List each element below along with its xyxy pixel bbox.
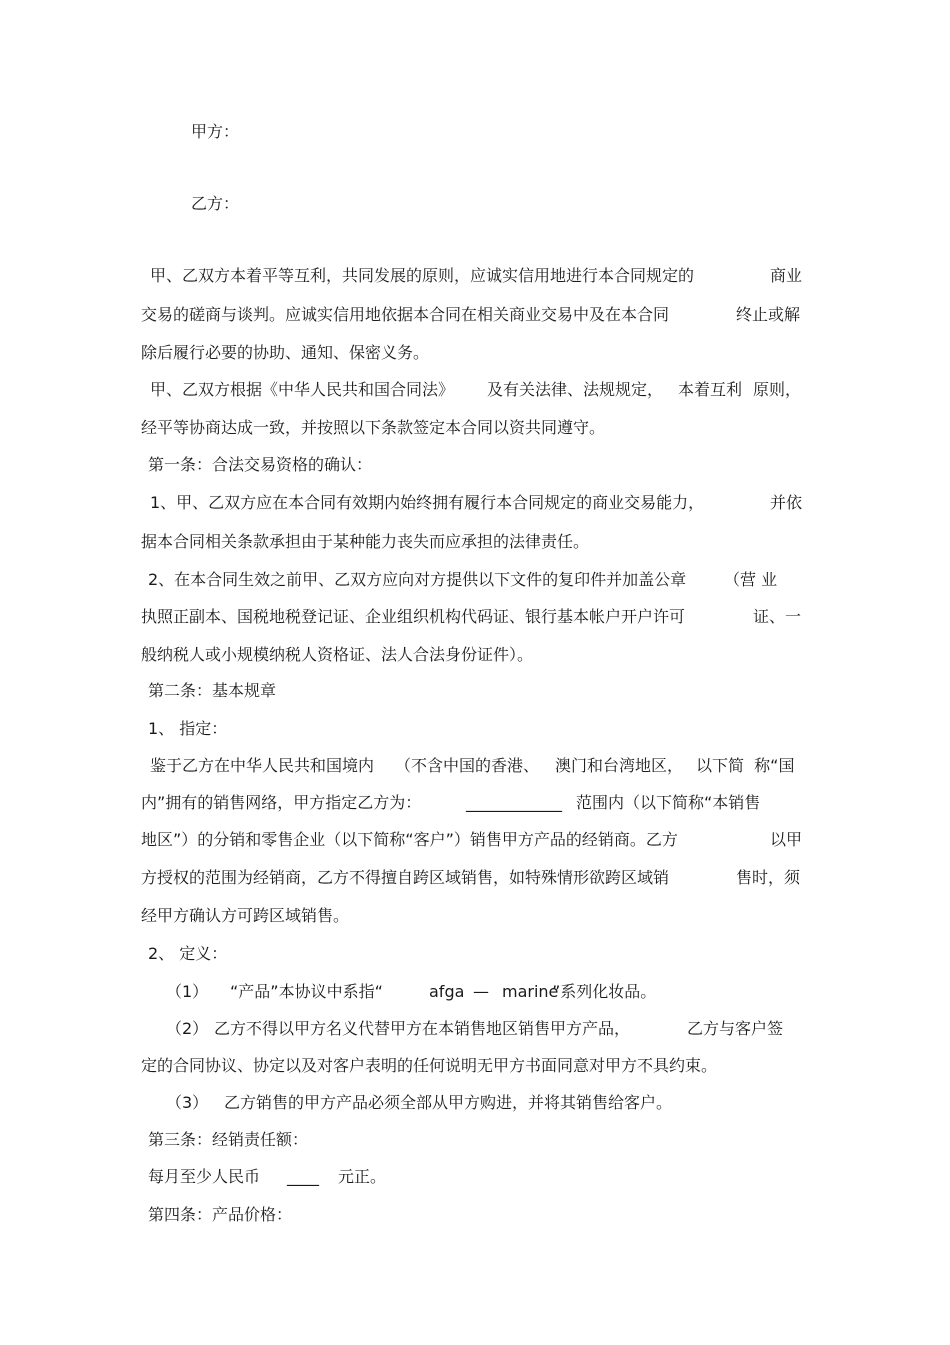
article-1-text: 执照正副本、国税地税登记证、企业组织机构代码证、银行基本帐户开户许可	[141, 607, 686, 626]
preamble-text: 终止或解	[736, 305, 801, 324]
article-2-text: 以甲	[770, 830, 803, 849]
preamble-text: 及有关法律、法规规定，	[487, 380, 664, 399]
definition-text: ”系列化妆品。	[552, 982, 657, 1001]
article-2-text: 售时，须	[736, 868, 801, 887]
article-2-text: 范围内（以下简称“本销售	[576, 793, 761, 812]
article-2-text: 以下简 称“国	[696, 756, 795, 775]
party-a-label: 甲方：	[191, 122, 240, 141]
article-1-text: 据本合同相关条款承担由于某种能力丧失而应承担的法律责任。	[141, 532, 590, 551]
definition-number: （1）	[166, 982, 209, 1001]
definition-text: 乙方与客户签	[687, 1019, 784, 1038]
article-1-text: 1、甲、乙双方应在本合同有效期内始终拥有履行本合同规定的商业交易能力，	[150, 493, 705, 512]
article-1-text: 2、在本合同生效之前甲、乙双方应向对方提供以下文件的复印件并加盖公章	[148, 570, 687, 589]
definition-number: （2）	[166, 1019, 209, 1038]
article-2-text: 内”拥有的销售网络，甲方指定乙方为：	[141, 793, 422, 812]
article-4-title: 第四条：产品价格：	[148, 1205, 293, 1224]
party-b-label: 乙方：	[191, 194, 240, 213]
article-1-text: （营 业	[724, 570, 778, 589]
article-2-text: 地区”）的分销和零售企业（以下简称“客户”）销售甲方产品的经销商。乙方	[141, 830, 678, 849]
preamble-text: 经平等协商达成一致，并按照以下条款签定本合同以资共同遵守。	[141, 418, 606, 437]
preamble-text: 原则，	[753, 380, 802, 399]
article-3-text: 每月至少人民币	[148, 1167, 261, 1186]
definition-text: marine	[502, 982, 559, 1001]
definition-text: —	[473, 982, 489, 1001]
definition-text: 乙方销售的甲方产品必须全部从甲方购进，并将其销售给客户。	[224, 1093, 673, 1112]
article-2-title: 第二条：基本规章	[148, 681, 277, 700]
blank-region-field: ____________	[466, 793, 562, 812]
article-2-subtitle: 2、 定义：	[148, 944, 228, 963]
definition-text: 定的合同协议、协定以及对客户表明的任何说明无甲方书面同意对甲方不具约束。	[141, 1056, 718, 1075]
article-2-text: 鉴于乙方在中华人民共和国境内	[150, 756, 375, 775]
article-3-text: 元正。	[338, 1167, 387, 1186]
article-2-text: 澳门和台湾地区，	[555, 756, 684, 775]
preamble-text: 除后履行必要的协助、通知、保密义务。	[141, 343, 430, 362]
article-1-text: 证、一	[753, 607, 802, 626]
article-1-text: 般纳税人或小规模纳税人资格证、法人合法身份证件）。	[141, 645, 534, 664]
article-2-subtitle: 1、 指定：	[148, 719, 228, 738]
blank-amount-field: ____	[287, 1167, 319, 1186]
preamble-text: 甲、乙双方根据《中华人民共和国合同法》	[150, 380, 455, 399]
article-2-text: 方授权的范围为经销商，乙方不得擅自跨区域销售，如特殊情形欲跨区域销	[141, 868, 670, 887]
article-2-text: 经甲方确认方可跨区域销售。	[141, 906, 350, 925]
preamble-text: 本着互利	[678, 380, 743, 399]
definition-text: afga	[429, 982, 465, 1001]
definition-text: 乙方不得以甲方名义代替甲方在本销售地区销售甲方产品，	[214, 1019, 631, 1038]
article-1-text: 并依	[770, 493, 803, 512]
article-2-text: （不含中国的香港、	[395, 756, 540, 775]
preamble-text: 交易的磋商与谈判。应诚实信用地依据本合同在相关商业交易中及在本合同	[141, 305, 670, 324]
article-3-title: 第三条：经销责任额：	[148, 1130, 309, 1149]
definition-number: （3）	[166, 1093, 209, 1112]
definition-text: “产品”本协议中系指“	[230, 982, 383, 1001]
preamble-text: 商业	[770, 266, 803, 285]
article-1-title: 第一条：合法交易资格的确认：	[148, 455, 373, 474]
preamble-text: 甲、乙双方本着平等互利，共同发展的原则，应诚实信用地进行本合同规定的	[150, 266, 695, 285]
